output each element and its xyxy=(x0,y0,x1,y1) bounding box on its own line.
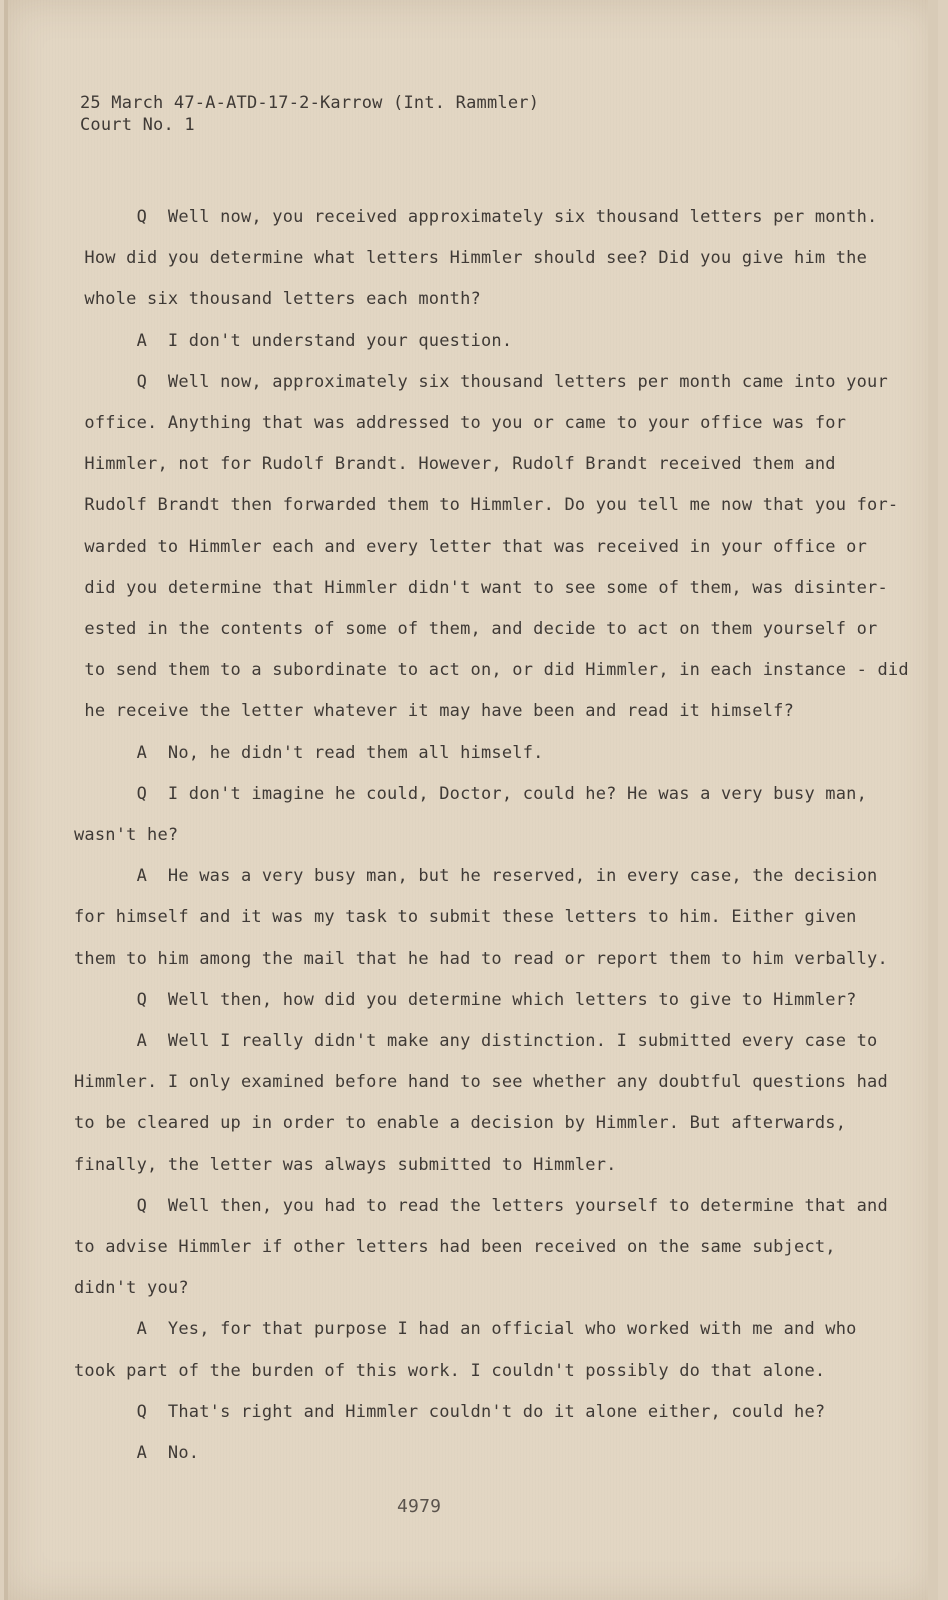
transcript-line: Himmler. I only examined before hand to see whether any doubtful questions had xyxy=(74,1072,888,1093)
transcript-line: Q I don't imagine he could, Doctor, could he? He was a very busy man, xyxy=(74,783,868,804)
transcript-line: A I don't understand your question. xyxy=(74,330,513,351)
transcript-line: A He was a very busy man, but he reserved, in every case, the decision xyxy=(74,866,878,887)
document-header xyxy=(80,92,539,136)
transcript-line: Q Well now, you received approximately six thousand letters per month. xyxy=(74,207,878,227)
transcript-line: them to him among the mail that he had to read or report them to him verbally. xyxy=(74,948,888,969)
transcript-line: Q That's right and Himmler couldn't do it alone either, could he? xyxy=(74,1401,826,1422)
transcript-line: took part of the burden of this work. I couldn't possibly do that alone. xyxy=(74,1360,826,1381)
transcript-line: didn't you? xyxy=(74,1278,189,1299)
transcript-line: finally, the letter was always submitted to Himmler. xyxy=(74,1154,617,1175)
transcript-line: Q Well then, you had to read the letters yourself to determine that and xyxy=(74,1195,888,1216)
transcript-line: warded to Himmler each and every letter that was received in your office or xyxy=(74,536,868,557)
transcript-line: to be cleared up in order to enable a decision by Himmler. But afterwards, xyxy=(74,1113,847,1134)
transcript-line: Q Well then, how did you determine which letters to give to Himmler? xyxy=(74,989,857,1010)
transcript-line: did you determine that Himmler didn't want to see some of them, was disinter- xyxy=(74,577,888,598)
transcript-line: for himself and it was my task to submit these letters to him. Either given xyxy=(74,907,857,928)
transcript-line: to send them to a subordinate to act on, or did Himmler, in each instance - did xyxy=(74,660,909,681)
transcript-line: he receive the letter whatever it may have been and read it himself? xyxy=(74,701,795,722)
transcript-line: to advise Himmler if other letters had been received on the same subject, xyxy=(74,1237,836,1258)
transcript-line: Rudolf Brandt then forwarded them to Himmler. Do you tell me now that you for- xyxy=(74,495,899,516)
header-line-1: 25 March 47-A-ATD-17-2-Karrow (Int. Rammler) xyxy=(80,93,540,113)
transcript-line: How did you determine what letters Himmler should see? Did you give him the xyxy=(74,248,868,269)
transcript-line: A Well I really didn't make any distinction. I submitted every case to xyxy=(74,1031,878,1052)
page-right-edge xyxy=(928,0,938,1600)
transcript-line: whole six thousand letters each month? xyxy=(74,289,481,310)
transcript-line: office. Anything that was addressed to you or came to your office was for xyxy=(74,413,847,434)
transcript-line: wasn't he? xyxy=(74,825,179,846)
transcript-body xyxy=(74,197,909,1474)
page-left-edge xyxy=(4,0,8,1600)
transcript-line: Himmler, not for Rudolf Brandt. However, Rudolf Brandt received them and xyxy=(74,454,836,475)
document-page xyxy=(4,0,938,1600)
transcript-line: A No, he didn't read them all himself. xyxy=(74,742,544,763)
transcript-line: A Yes, for that purpose I had an official who worked with me and who xyxy=(74,1319,857,1340)
transcript-line: A No. xyxy=(74,1443,200,1464)
page-number: 4979 xyxy=(397,1496,442,1517)
transcript-line: ested in the contents of some of them, and decide to act on them yourself or xyxy=(74,619,878,640)
transcript-line: Q Well now, approximately six thousand letters per month came into your xyxy=(74,371,888,392)
header-line-2: Court No. 1 xyxy=(80,115,195,135)
